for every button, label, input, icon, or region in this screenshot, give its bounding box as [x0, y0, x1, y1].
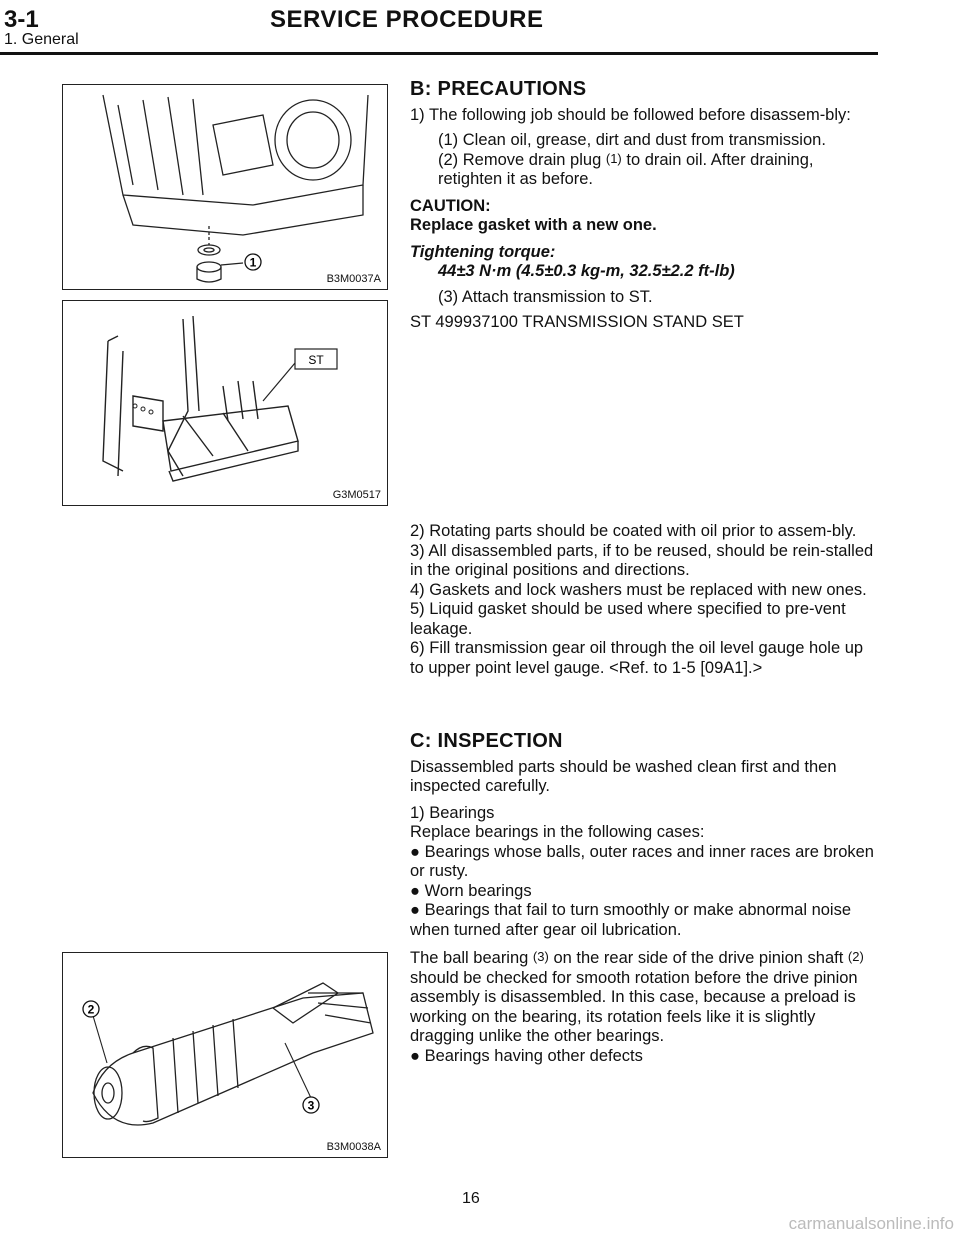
callout-2: 2 — [87, 1002, 95, 1017]
section-c-heading: C: INSPECTION — [410, 730, 563, 752]
callout-1: 1 — [249, 255, 257, 270]
figure-drain-plug — [62, 84, 388, 290]
page-title: SERVICE PROCEDURE — [270, 6, 544, 33]
figure-code: B3M0037A — [326, 273, 381, 285]
bullet-4: ● Bearings having other defects — [410, 1046, 643, 1065]
torque-value: 44±3 N·m (4.5±0.3 kg-m, 32.5±2.2 ft-lb) — [438, 262, 735, 280]
special-tool-line: ST 499937100 TRANSMISSION STAND SET — [410, 313, 744, 331]
figure-transmission-stand — [62, 300, 388, 506]
bullet-3: ● Bearings that fail to turn smoothly or make abnormal noise when turned after gear oil lubrication. — [410, 901, 852, 939]
precaution-item-4: 4) Gaskets and lock washers must be replaced with new ones. — [410, 580, 867, 599]
section-number: 3-1 — [4, 6, 39, 33]
replace-heading: Replace bearings in the following cases: — [410, 823, 705, 841]
subsection-label: 1. General — [4, 31, 79, 48]
inspection-intro: Disassembled parts should be washed clean first and then inspected carefully. — [410, 757, 837, 795]
header-rule — [0, 52, 878, 55]
section-b-heading: B: PRECAUTIONS — [410, 78, 587, 100]
marker-2: (2) — [847, 949, 864, 964]
drain-plug-illustration — [63, 85, 387, 289]
bullet-1: ● Bearings whose balls, outer races and inner races are broken or rusty. — [410, 842, 874, 880]
figure-code: B3M0038A — [326, 1141, 381, 1153]
precaution-item-1: 1) The following job should be followed before disassem-bly: — [410, 105, 851, 124]
figure-drive-pinion-shaft — [62, 952, 388, 1158]
bullet-2: ● Worn bearings — [410, 881, 532, 900]
marker-1: (1) — [605, 150, 622, 166]
precaution-sub-3: (3) Attach transmission to ST. — [438, 287, 653, 306]
callout-3: 3 — [307, 1098, 315, 1113]
precaution-sub-1: (1) Clean oil, grease, dirt and dust from transmission. — [438, 131, 826, 149]
inspection-item-1: 1) Bearings — [410, 803, 495, 822]
page-number: 16 — [462, 1190, 480, 1207]
pinion-illustration — [63, 953, 387, 1157]
sub-2-text-b: to drain oil. After draining, retighten it as before. — [438, 150, 814, 188]
sub-2-text-a: (2) Remove drain plug — [438, 150, 602, 169]
watermark: carmanualsonline.info — [788, 1214, 954, 1233]
section-c — [410, 732, 880, 1066]
caution-text: Replace gasket with a new one. — [410, 216, 657, 234]
precaution-item-2: 2) Rotating parts should be coated with oil prior to assem-bly. — [410, 522, 857, 540]
stand-illustration — [63, 301, 387, 505]
precaution-item-3: 3) All disassembled parts, if to be reused, should be rein-stalled in the original positions and directions. — [410, 541, 874, 579]
callout-st: ST — [308, 353, 324, 367]
section-b — [410, 80, 880, 333]
precaution-item-6: 6) Fill transmission gear oil through the oil level gauge hole up to upper point level gauge. <Ref. to 1-5 [09A1].> — [410, 639, 864, 677]
precaution-item-5: 5) Liquid gasket should be used where specified to pre-vent leakage. — [410, 600, 846, 638]
torque-label: Tightening torque: — [410, 242, 556, 261]
ball-bearing-paragraph: The ball bearing (3) on the rear side of the drive pinion shaft (2) should be checked for smooth rotation before the drive pinion assembly is disassembled. In this case, because a preload is working on the bearing, its rotation feels like it is slightly dragging unlike the other bearings. — [410, 949, 864, 1045]
section-b-continued — [410, 522, 880, 678]
precaution-sub-2 — [410, 151, 880, 190]
caution-title: CAUTION: — [410, 196, 491, 215]
marker-3: (3) — [532, 949, 549, 964]
figure-code: G3M0517 — [332, 489, 381, 501]
